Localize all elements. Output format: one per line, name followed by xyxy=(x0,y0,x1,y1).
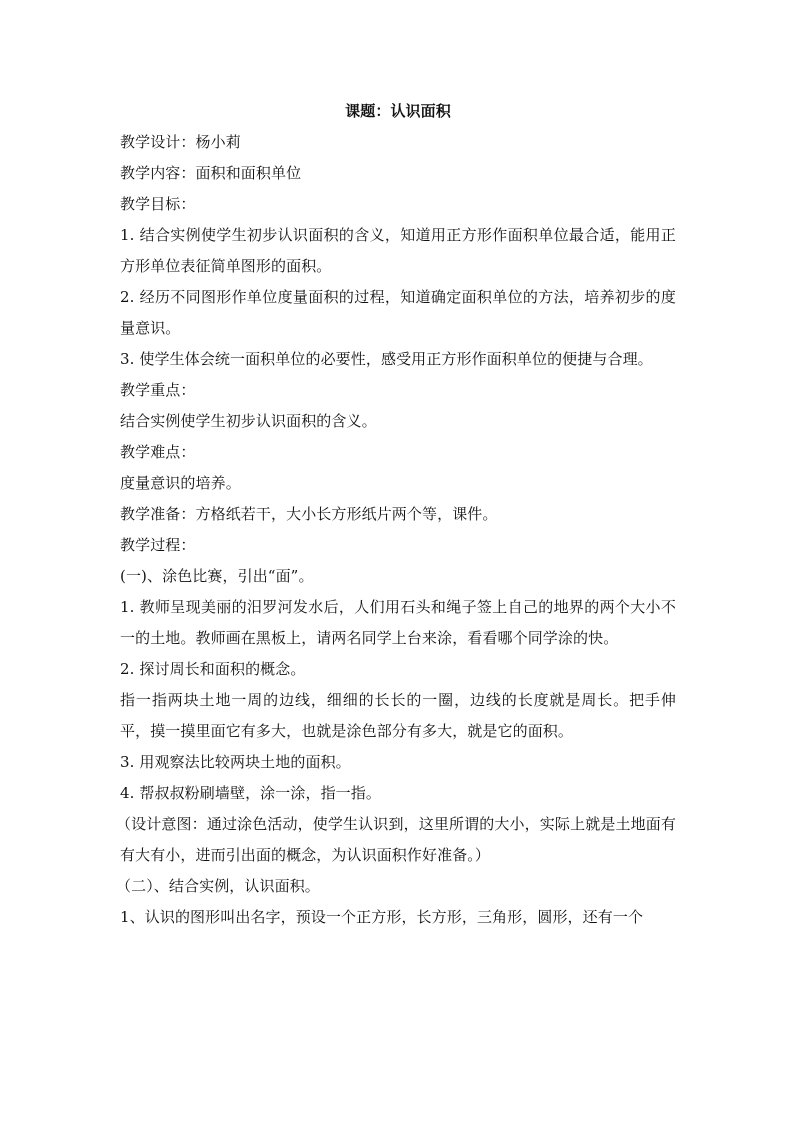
difficulties-text: 度量意识的培养。 xyxy=(120,474,241,492)
difficulties-heading: 教学难点： xyxy=(120,443,196,461)
key-points-text: 结合实例使学生初步认识面积的含义。 xyxy=(120,412,377,430)
objective-1: 1. 结合实例使学生初步认识面积的含义，知道用正方形作面积单位最合适，能用正方形单位表征简单图形的面积。 xyxy=(120,226,676,275)
section-two-item-1: 1、认识的图形叫出名字，预设一个正方形，长方形，三角形，圆形，还有一个 xyxy=(120,908,644,926)
document-body xyxy=(116,96,676,933)
objective-3: 3. 使学生体会统一面积单位的必要性，感受用正方形作面积单位的便捷与合理。 xyxy=(120,350,653,368)
key-points-heading: 教学重点： xyxy=(120,381,196,399)
teaching-preparation: 教学准备：方格纸若干，大小长方形纸片两个等，课件。 xyxy=(120,505,498,523)
teaching-designer: 教学设计：杨小莉 xyxy=(120,133,241,151)
teaching-process-heading: 教学过程： xyxy=(120,536,196,554)
design-intent: （设计意图：通过涂色活动，使学生认识到，这里所谓的大小，实际上就是土地面有有大有小，进而引出面的概念，为认识面积作好准备。） xyxy=(116,815,676,864)
section-one-item-3: 3. 用观察法比较两块土地的面积。 xyxy=(120,753,351,771)
objective-2: 2. 经历不同图形作单位度量面积的过程，知道确定面积单位的方法，培养初步的度量意识。 xyxy=(120,288,676,337)
lesson-title: 课题：认识面积 xyxy=(345,102,451,120)
section-two-heading: （二）、结合实例，认识面积。 xyxy=(116,877,320,895)
section-one-heading: (一)、涂色比赛，引出“面”。 xyxy=(120,567,314,585)
teaching-objectives-heading: 教学目标： xyxy=(120,195,196,213)
section-one-explanation: 指一指两块土地一周的边线，细细的长长的一圈，边线的长度就是周长。把手伸平，摸一摸里面它有多大，也就是涂色部分有多大，就是它的面积。 xyxy=(120,691,676,740)
teaching-content: 教学内容：面积和面积单位 xyxy=(120,164,302,182)
section-one-item-1: 1. 教师呈现美丽的汨罗河发水后，人们用石头和绳子签上自己的地界的两个大小不一的土地。教师画在黑板上，请两名同学上台来涂，看看哪个同学涂的快。 xyxy=(120,598,676,647)
section-one-item-4: 4. 帮叔叔粉刷墙壁，涂一涂，指一指。 xyxy=(120,784,381,802)
section-one-item-2: 2. 探讨周长和面积的概念。 xyxy=(120,660,306,678)
